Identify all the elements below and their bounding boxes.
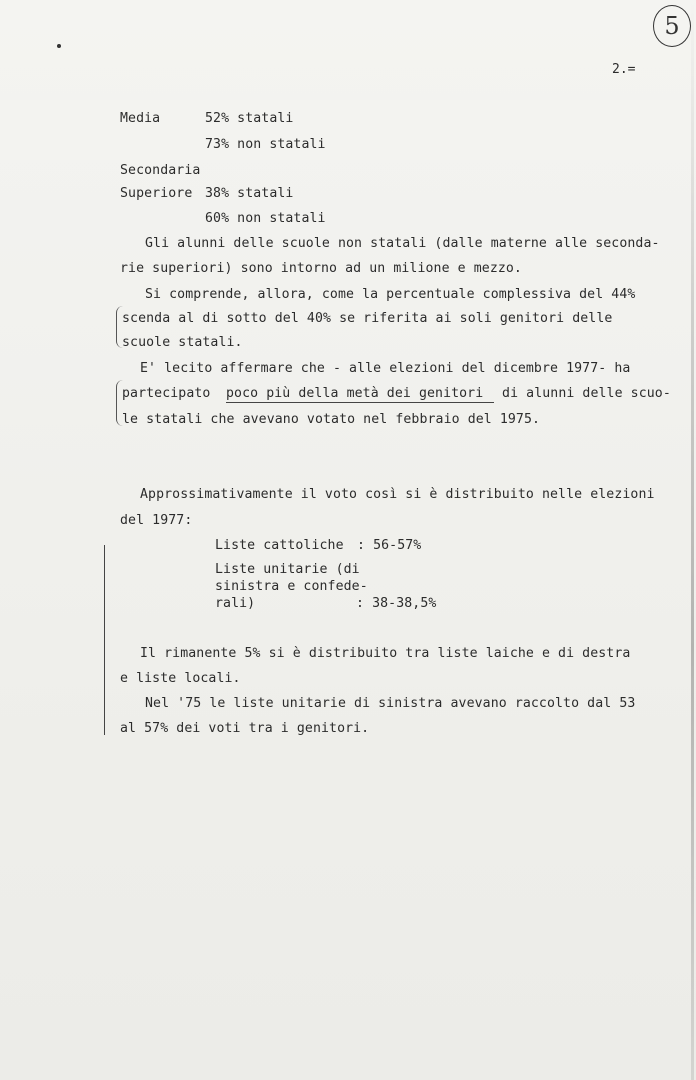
paragraph-line: le statali che avevano votato nel febbraio del 1975. [122, 412, 541, 427]
paragraph-line: Nel '75 le liste unitarie di sinistra avevano raccolto dal 53 [145, 696, 636, 711]
paragraph-line: E' lecito affermare che - alle elezioni del dicembre 1977- ha [140, 361, 631, 376]
paragraph-line: Approssimativamente il voto così si è distribuito nelle elezioni [140, 487, 655, 502]
vote-unitary-label: rali) [215, 596, 256, 611]
paragraph-line-end: di alunni delle scuo- [494, 386, 671, 401]
vote-catholic-label: Liste cattoliche [215, 538, 344, 553]
archive-number-circle: 5 [653, 5, 691, 47]
vote-unitary-value: : 38-38,5% [356, 596, 437, 611]
stat-superiore-non-statali: 60% non statali [205, 211, 326, 226]
paper-speck [57, 44, 61, 48]
page-number: 2.= [612, 62, 636, 77]
paragraph-line: scuole statali. [122, 335, 243, 350]
handwritten-underline [226, 402, 494, 403]
paragraph-line: al 57% dei voti tra i genitori. [120, 721, 370, 736]
stat-media-statali: 52% statali [205, 111, 294, 126]
paragraph-line-start: partecipato [122, 386, 219, 401]
stat-media-non-statali: 73% non statali [205, 137, 326, 152]
stat-label-superiore: Superiore [120, 186, 193, 201]
paragraph-line: e liste locali. [120, 671, 241, 686]
vote-catholic-value: : 56-57% [357, 538, 422, 553]
page-edge-shadow [691, 0, 694, 1080]
paragraph-line: del 1977: [120, 513, 193, 528]
paragraph-line: Si comprende, allora, come la percentuale complessiva del 44% [145, 287, 636, 302]
paragraph-line: Gli alunni delle scuole non statali (dalle materne alle seconda- [145, 236, 660, 251]
paragraph-line: Il rimanente 5% si è distribuito tra liste laiche e di destra [140, 646, 631, 661]
margin-vertical-line [104, 545, 105, 735]
vote-unitary-label: sinistra e confede- [215, 579, 368, 594]
stat-label-media: Media [120, 111, 161, 126]
vote-unitary-label: Liste unitarie (di [215, 562, 360, 577]
paragraph-line: scenda al di sotto del 40% se riferita ai soli genitori delle [122, 311, 613, 326]
paragraph-line: rie superiori) sono intorno ad un milione e mezzo. [120, 261, 522, 276]
underlined-phrase: poco più della metà dei genitori [226, 386, 484, 401]
stat-superiore-statali: 38% statali [205, 186, 294, 201]
stat-label-secondaria: Secondaria [120, 163, 201, 178]
